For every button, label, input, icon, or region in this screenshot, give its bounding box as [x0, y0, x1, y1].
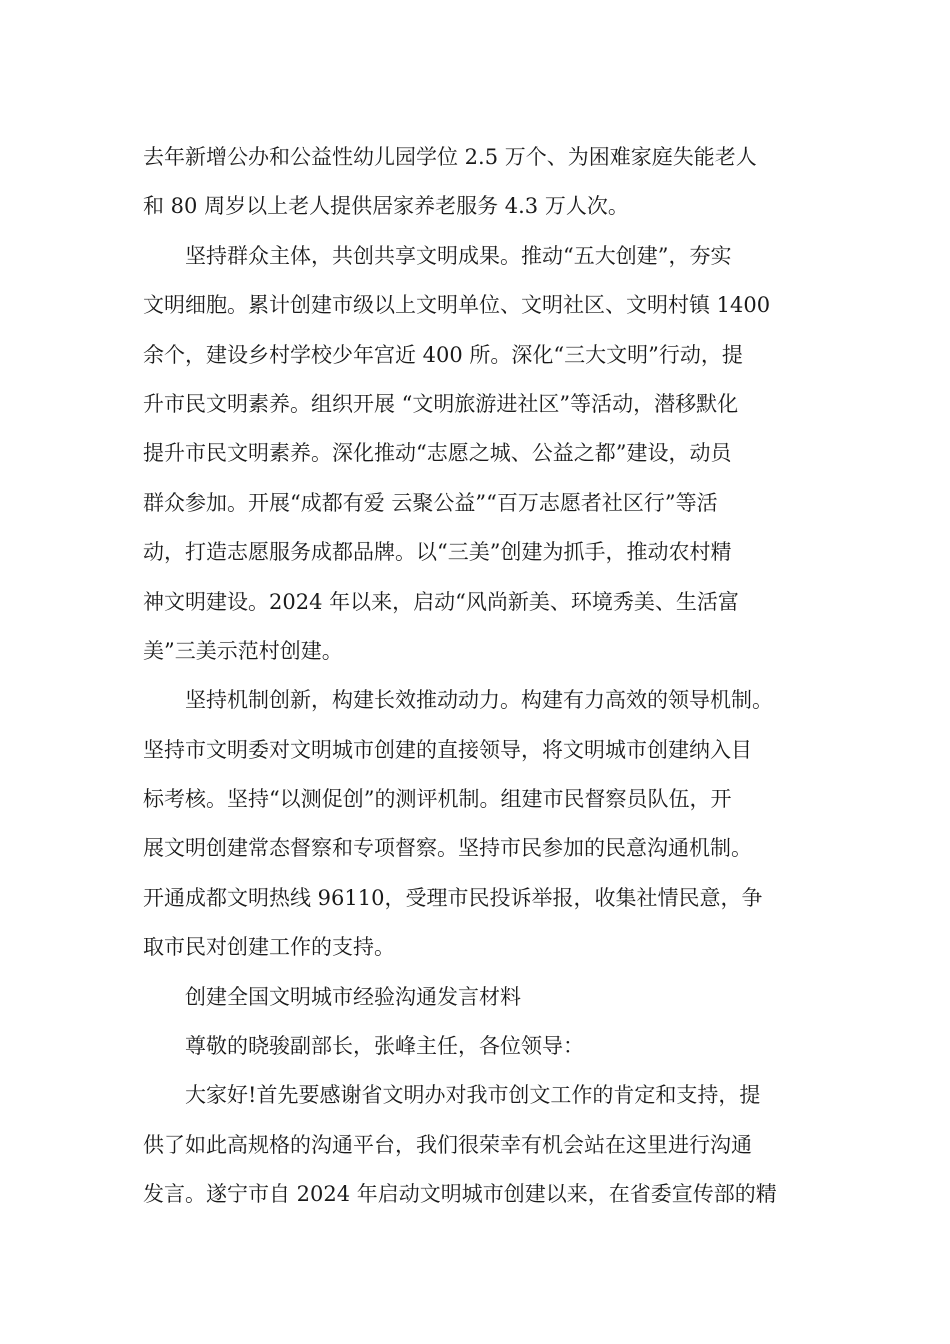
text-line: 取市民对创建工作的支持。 — [143, 935, 395, 960]
text-line: 余个，建设乡村学校少年宫近 400 所。深化“三大文明”行动，提 — [143, 342, 743, 367]
text-line: 开通成都文明热线 96110，受理市民投诉举报，收集社情民意，争 — [143, 885, 763, 910]
section-title-line: 创建全国文明城市经验沟通发言材料 — [143, 984, 521, 1009]
text-line: 展文明创建常态督察和专项督察。坚持市民参加的民意沟通机制。 — [143, 836, 752, 861]
paragraph-start-line: 坚持群众主体，共创共享文明成果。推动“五大创建”，夯实 — [143, 243, 732, 268]
paragraph-start-line: 大家好!首先要感谢省文明办对我市创文工作的肯定和支持，提 — [143, 1083, 761, 1108]
text-line: 供了如此高规格的沟通平台，我们很荣幸有机会站在这里进行沟通 — [143, 1132, 752, 1157]
text-line: 升市民文明素养。组织开展 “文明旅游进社区”等活动，潜移默化 — [143, 391, 739, 416]
text-line: 动，打造志愿服务成都品牌。以“三美”创建为抓手，推动农村精 — [143, 540, 732, 565]
text-line: 坚持市文明委对文明城市创建的直接领导，将文明城市创建纳入目 — [143, 737, 752, 762]
text-line: 神文明建设。2024 年以来，启动“风尚新美、环境秀美、生活富 — [143, 589, 739, 614]
text-line: 群众参加。开展“成都有爱 云聚公益”“百万志愿者社区行”等活 — [143, 490, 718, 515]
text-line: 文明细胞。累计创建市级以上文明单位、文明社区、文明村镇 1400 — [143, 293, 771, 318]
text-line: 美”三美示范村创建。 — [143, 638, 343, 663]
document-body — [143, 133, 813, 1220]
paragraph-start-line: 坚持机制创新，构建长效推动动力。构建有力高效的领导机制。 — [143, 688, 773, 713]
text-line: 标考核。坚持“以测促创”的测评机制。组建市民督察员队伍，开 — [143, 787, 732, 812]
text-line: 提升市民文明素养。深化推动“志愿之城、公益之都”建设，动员 — [143, 441, 732, 466]
text-line: 去年新增公办和公益性幼儿园学位 2.5 万个、为困难家庭失能老人 — [143, 145, 757, 169]
text-line: 发言。遂宁市自 2024 年启动文明城市创建以来，在省委宣传部的精 — [143, 1182, 777, 1207]
salutation-line: 尊敬的晓骏副部长，张峰主任，各位领导： — [143, 1034, 584, 1059]
text-line: 和 80 周岁以上老人提供居家养老服务 4.3 万人次。 — [143, 194, 629, 219]
